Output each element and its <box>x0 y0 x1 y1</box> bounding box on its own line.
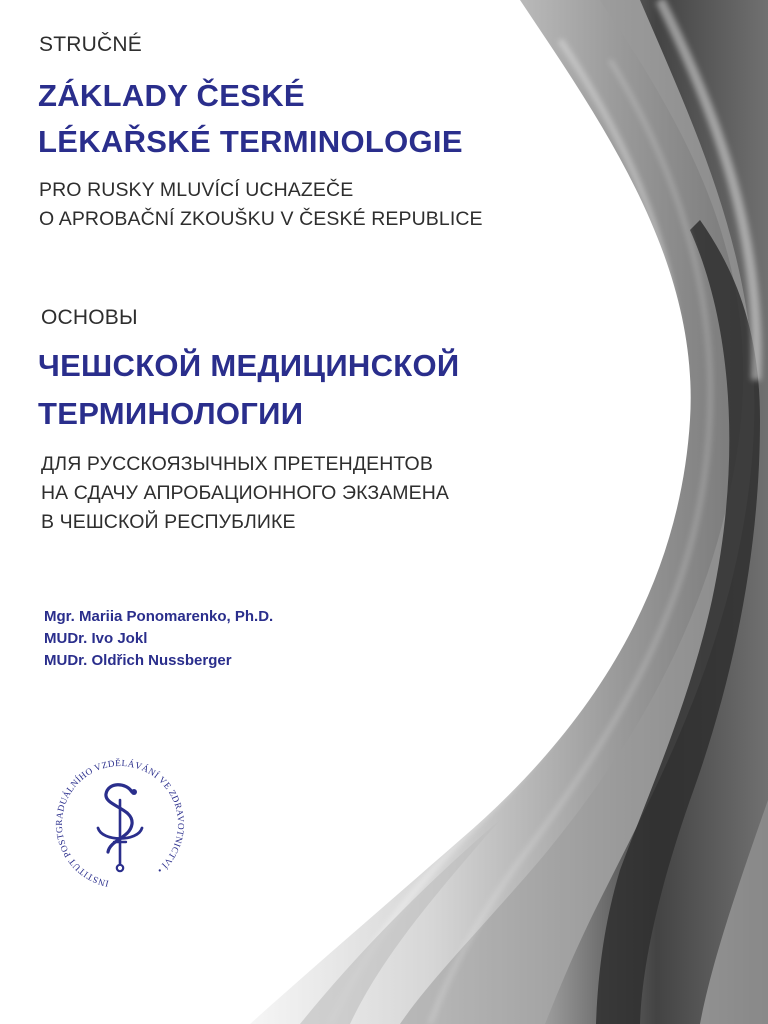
czech-kicker: STRUČNÉ <box>39 33 142 56</box>
russian-subtitle-line3: В ЧЕШСКОЙ РЕСПУБЛИКЕ <box>41 511 296 533</box>
czech-subtitle-line2: O APROBAČNÍ ZKOUŠKU V ČESKÉ REPUBLICE <box>39 208 483 230</box>
authors-list <box>44 606 273 672</box>
caduceus-snake-bowl-icon <box>98 785 142 871</box>
czech-subtitle-line1: PRO RUSKY MLUVÍCÍ UCHAZEČE <box>39 179 354 201</box>
author-name: MUDr. Oldřich Nussberger <box>44 652 232 669</box>
czech-title-line1: ZÁKLADY ČESKÉ <box>38 78 305 113</box>
czech-title-line2: LÉKAŘSKÉ TERMINOLOGIE <box>38 124 463 159</box>
author-name: MUDr. Ivo Jokl <box>44 630 148 647</box>
russian-subtitle-line1: ДЛЯ РУССКОЯЗЫЧНЫХ ПРЕТЕНДЕНТОВ <box>41 453 433 475</box>
logo-ring-text: INSTITUT POSTGRADUÁLNÍHO VZDĚLÁVÁNÍ VE ZDRAVOTNICTVÍ • <box>53 757 187 889</box>
author-name: Mgr. Mariia Ponomarenko, Ph.D. <box>44 608 274 625</box>
russian-title-line1: ЧЕШСКОЙ МЕДИЦИНСКОЙ <box>38 348 460 383</box>
russian-kicker: ОСНОВЫ <box>41 306 138 329</box>
russian-title-line2: ТЕРМИНОЛОГИИ <box>38 396 304 431</box>
institute-logo <box>48 752 192 896</box>
russian-subtitle-line2: НА СДАЧУ АПРОБАЦИОННОГО ЭКЗАМЕНА <box>41 482 450 504</box>
